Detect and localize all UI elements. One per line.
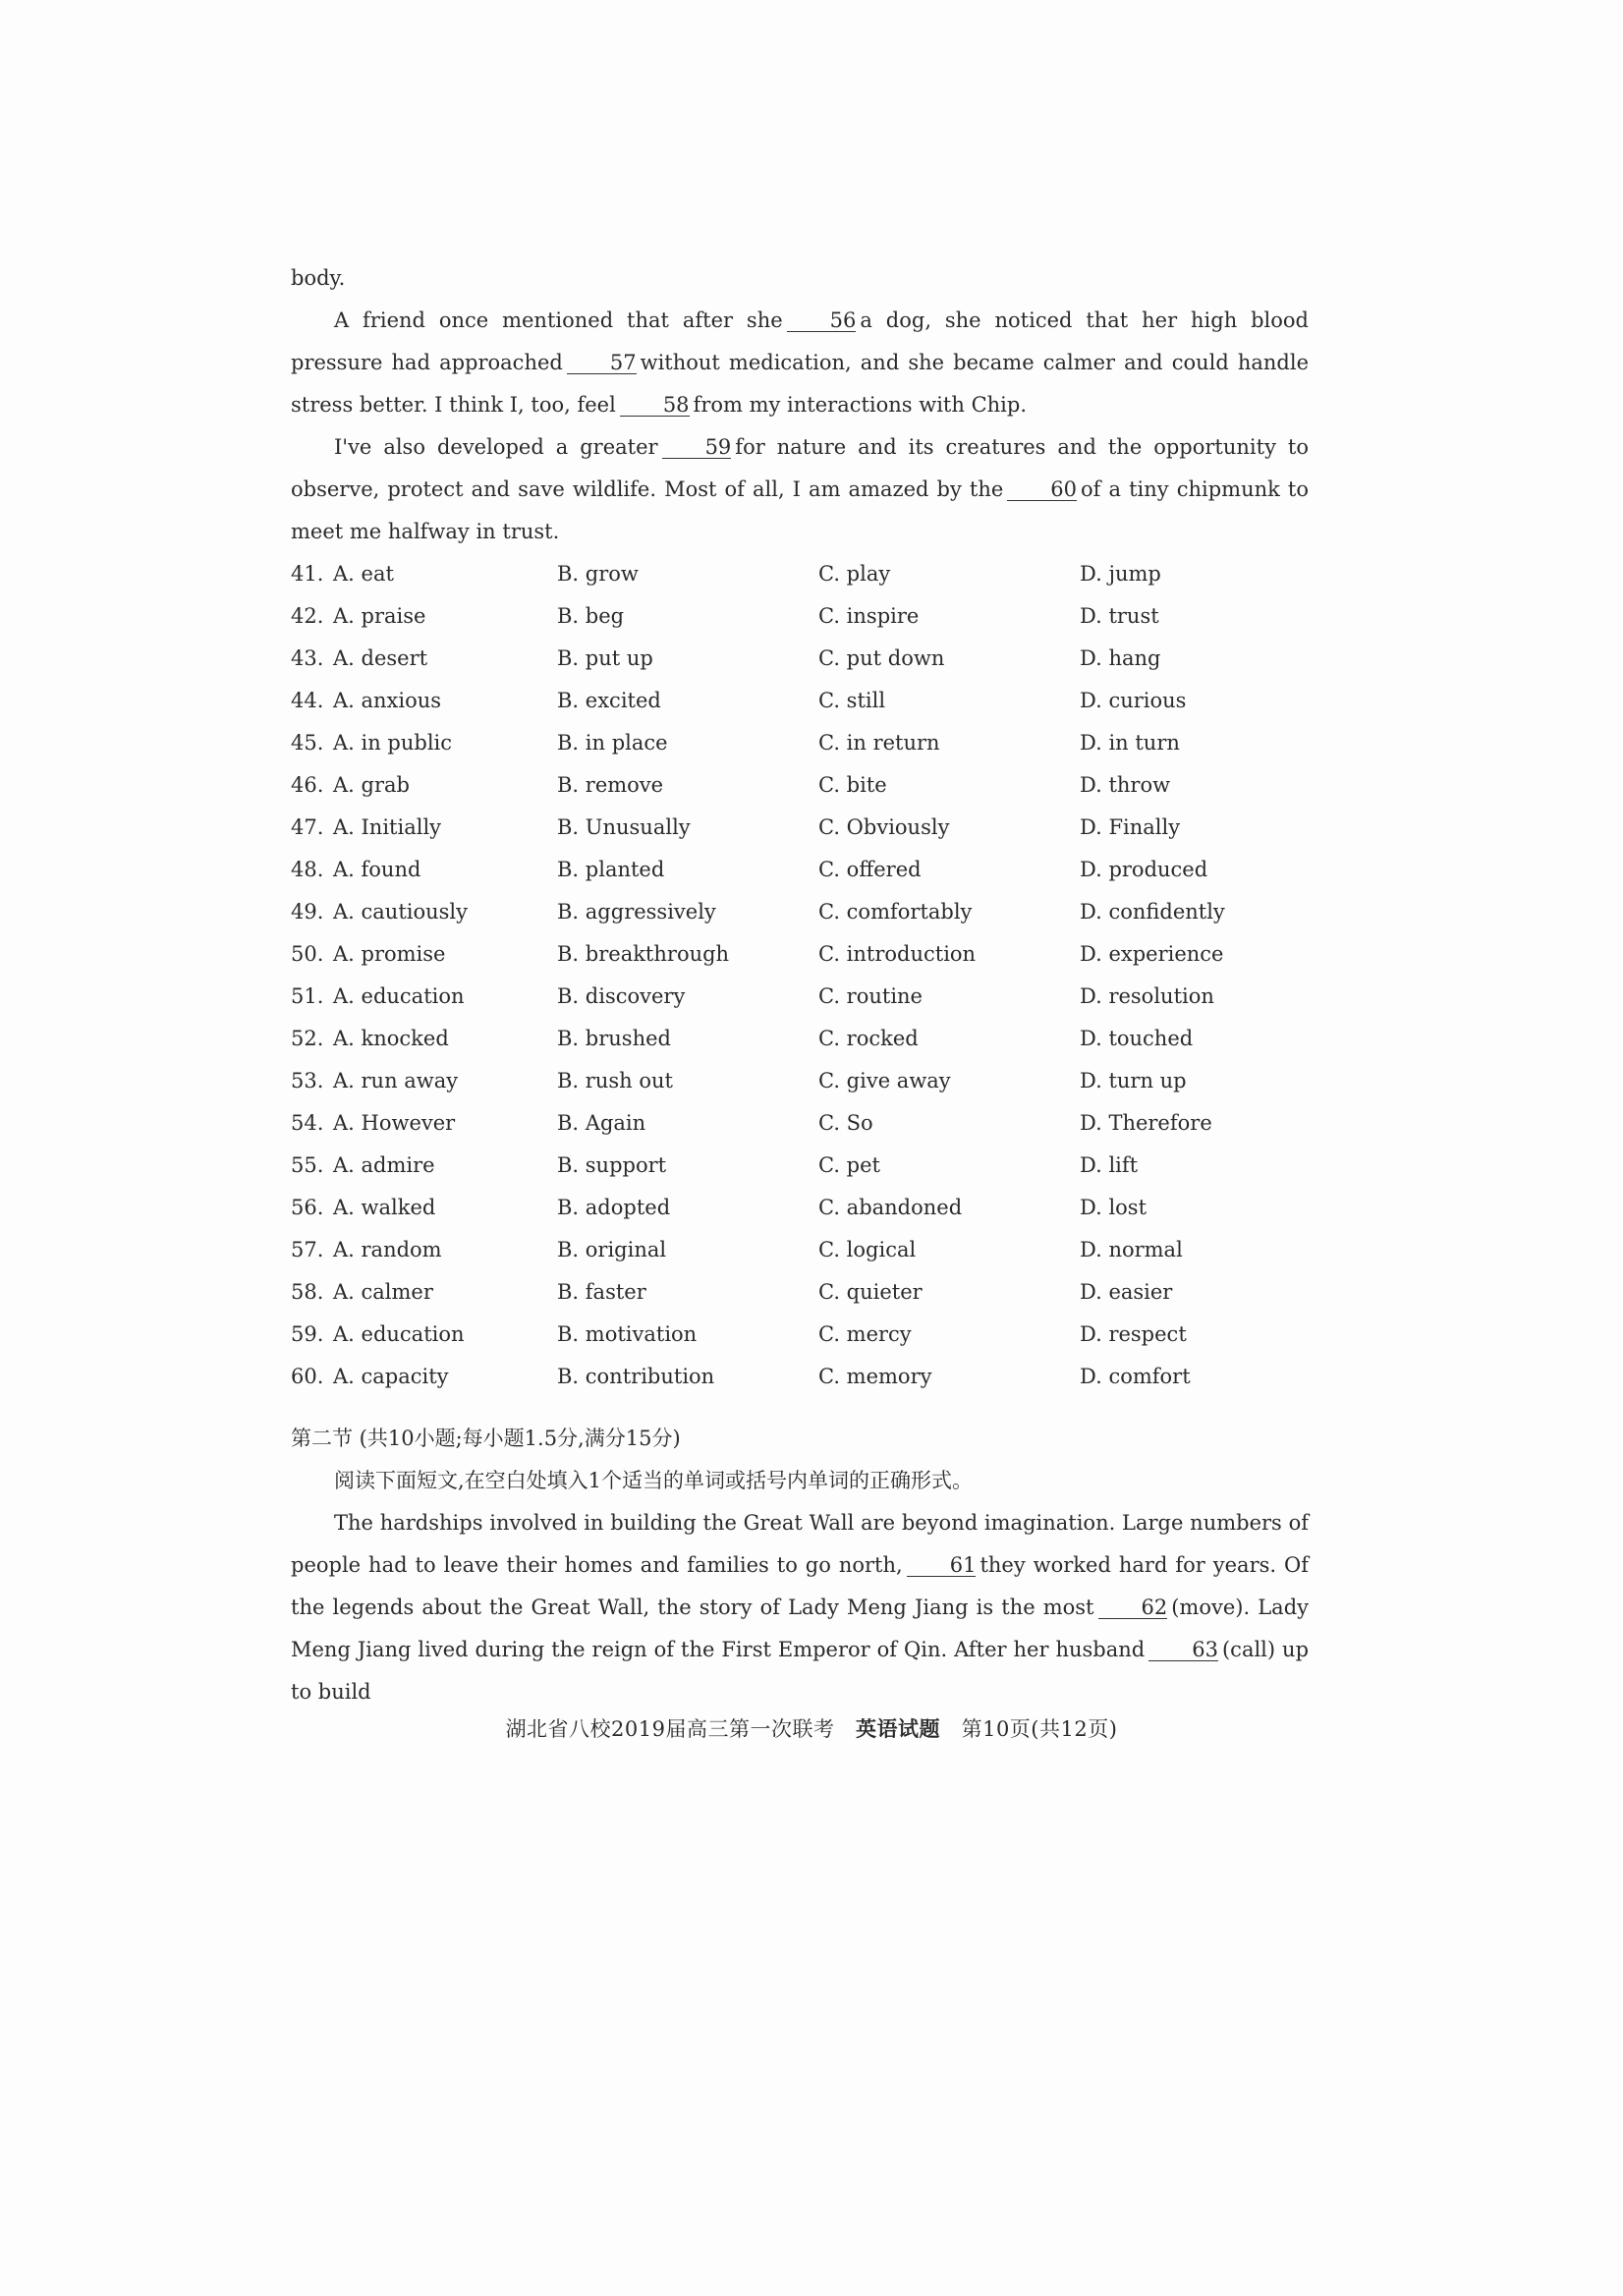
option-a: A. praise bbox=[333, 604, 426, 628]
option-a: A. education bbox=[333, 1322, 465, 1346]
option-a: A. found bbox=[333, 858, 421, 881]
option-c: C. quieter bbox=[818, 1280, 923, 1304]
option-row bbox=[291, 722, 1309, 764]
option-d: D. comfort bbox=[1080, 1365, 1191, 1388]
question-number: 44. bbox=[291, 689, 324, 712]
option-c: C. abandoned bbox=[818, 1196, 963, 1219]
page-content bbox=[291, 257, 1309, 1713]
option-c: C. inspire bbox=[818, 604, 920, 628]
blank-60: 60 bbox=[1007, 478, 1077, 501]
footer-subject: 英语试题 bbox=[856, 1716, 941, 1741]
option-a: A. capacity bbox=[333, 1365, 449, 1388]
blank-58: 58 bbox=[620, 394, 690, 417]
option-a: A. walked bbox=[333, 1196, 436, 1219]
question-number: 58. bbox=[291, 1280, 324, 1304]
option-b: B. adopted bbox=[557, 1196, 671, 1219]
option-c: C. introduction bbox=[818, 942, 977, 966]
option-b: B. breakthrough bbox=[557, 942, 730, 966]
options-list bbox=[291, 553, 1309, 1398]
option-c: C. logical bbox=[818, 1238, 917, 1261]
question-number: 59. bbox=[291, 1322, 324, 1346]
question-number: 52. bbox=[291, 1027, 324, 1050]
option-row bbox=[291, 976, 1309, 1018]
option-a: A. Initially bbox=[333, 815, 442, 839]
footer-page-number: 第10页(共12页) bbox=[961, 1717, 1118, 1741]
option-b: B. contribution bbox=[557, 1365, 715, 1388]
option-d: D. normal bbox=[1080, 1238, 1183, 1261]
option-d: D. lift bbox=[1080, 1153, 1139, 1177]
option-d: D. Finally bbox=[1080, 815, 1181, 839]
option-row bbox=[291, 891, 1309, 933]
option-row bbox=[291, 933, 1309, 976]
question-number: 60. bbox=[291, 1365, 324, 1388]
question-number: 51. bbox=[291, 984, 324, 1008]
option-b: B. Unusually bbox=[557, 815, 691, 839]
blank-63: 63 bbox=[1148, 1639, 1218, 1661]
question-number: 54. bbox=[291, 1111, 324, 1135]
question-number: 43. bbox=[291, 646, 324, 670]
option-d: D. hang bbox=[1080, 646, 1161, 670]
option-a: A. promise bbox=[333, 942, 446, 966]
question-number: 49. bbox=[291, 900, 324, 924]
option-d: D. easier bbox=[1080, 1280, 1173, 1304]
question-number: 53. bbox=[291, 1069, 324, 1092]
option-b: B. beg bbox=[557, 604, 625, 628]
option-row bbox=[291, 1187, 1309, 1229]
blank-59: 59 bbox=[662, 436, 732, 459]
option-d: D. resolution bbox=[1080, 984, 1214, 1008]
option-b: B. put up bbox=[557, 646, 653, 670]
option-b: B. in place bbox=[557, 731, 668, 755]
option-b: B. motivation bbox=[557, 1322, 698, 1346]
question-number: 57. bbox=[291, 1238, 324, 1261]
option-d: D. produced bbox=[1080, 858, 1208, 881]
option-b: B. planted bbox=[557, 858, 665, 881]
option-b: B. brushed bbox=[557, 1027, 671, 1050]
option-a: A. anxious bbox=[333, 689, 442, 712]
option-b: B. discovery bbox=[557, 984, 686, 1008]
option-b: B. rush out bbox=[557, 1069, 673, 1092]
blank-56: 56 bbox=[787, 309, 857, 332]
option-c: C. in return bbox=[818, 731, 940, 755]
option-row bbox=[291, 638, 1309, 680]
blank-62: 62 bbox=[1098, 1596, 1168, 1619]
option-d: D. in turn bbox=[1080, 731, 1180, 755]
option-c: C. offered bbox=[818, 858, 922, 881]
option-d: D. turn up bbox=[1080, 1069, 1187, 1092]
passage-line-body: body. bbox=[291, 266, 346, 290]
passage-paragraph-1: A friend once mentioned that after she 56 a dog, she noticed that her high blood pressure had approached 57 without medication, and she became calmer and could handle stress better. I think I, too, feel 58 from my interactions with Chip. bbox=[291, 308, 1310, 417]
option-a: A. knocked bbox=[333, 1027, 449, 1050]
section-2-paragraph: The hardships involved in building the Great Wall are beyond imagination. Large numbers of people had to leave their homes and families to go north, 61 they worked hard for years. Of the legends about the Great Wall, the story of Lady Meng Jiang is the most 62 (move). Lady Meng Jiang lived during the reign of the First Emperor of Qin. After her husband 63 (call) up to build bbox=[291, 1511, 1310, 1704]
option-b: B. faster bbox=[557, 1280, 646, 1304]
option-row bbox=[291, 1271, 1309, 1314]
option-a: A. grab bbox=[333, 773, 410, 797]
option-b: B. original bbox=[557, 1238, 667, 1261]
question-number: 46. bbox=[291, 773, 324, 797]
option-a: A. calmer bbox=[333, 1280, 433, 1304]
option-d: D. Therefore bbox=[1080, 1111, 1212, 1135]
option-a: A. eat bbox=[333, 562, 394, 586]
option-d: D. jump bbox=[1080, 562, 1161, 586]
question-number: 48. bbox=[291, 858, 324, 881]
option-row bbox=[291, 1060, 1309, 1102]
option-c: C. still bbox=[818, 689, 886, 712]
option-d: D. trust bbox=[1080, 604, 1159, 628]
option-a: A. However bbox=[333, 1111, 456, 1135]
option-row bbox=[291, 1102, 1309, 1145]
option-a: A. random bbox=[333, 1238, 442, 1261]
option-row bbox=[291, 1229, 1309, 1271]
option-row bbox=[291, 595, 1309, 638]
question-number: 45. bbox=[291, 731, 324, 755]
option-d: D. experience bbox=[1080, 942, 1224, 966]
passage-paragraph-2: I've also developed a greater 59 for nature and its creatures and the opportunity to observe, protect and save wildlife. Most of all, I am amazed by the 60 of a tiny chipmunk to meet me halfway in trust. bbox=[291, 435, 1309, 543]
section-2-title: 第二节 (共10小题;每小题1.5分,满分15分) bbox=[291, 1427, 681, 1450]
question-number: 56. bbox=[291, 1196, 324, 1219]
option-b: B. excited bbox=[557, 689, 661, 712]
option-c: C. mercy bbox=[818, 1322, 912, 1346]
question-number: 42. bbox=[291, 604, 324, 628]
option-c: C. memory bbox=[818, 1365, 932, 1388]
option-a: A. in public bbox=[333, 731, 453, 755]
option-c: C. play bbox=[818, 562, 891, 586]
option-d: D. confidently bbox=[1080, 900, 1225, 924]
option-c: C. comfortably bbox=[818, 900, 973, 924]
option-c: C. Obviously bbox=[818, 815, 950, 839]
option-d: D. touched bbox=[1080, 1027, 1194, 1050]
option-a: A. cautiously bbox=[333, 900, 469, 924]
option-row bbox=[291, 807, 1309, 849]
option-c: C. give away bbox=[818, 1069, 951, 1092]
question-number: 50. bbox=[291, 942, 324, 966]
option-row bbox=[291, 1314, 1309, 1356]
blank-61: 61 bbox=[907, 1554, 977, 1577]
page-footer bbox=[0, 1713, 1623, 1743]
option-row bbox=[291, 764, 1309, 807]
question-number: 47. bbox=[291, 815, 324, 839]
option-c: C. bite bbox=[818, 773, 887, 797]
option-b: B. aggressively bbox=[557, 900, 716, 924]
option-row bbox=[291, 1356, 1309, 1398]
option-d: D. respect bbox=[1080, 1322, 1187, 1346]
option-d: D. throw bbox=[1080, 773, 1171, 797]
option-row bbox=[291, 1018, 1309, 1060]
option-row bbox=[291, 1145, 1309, 1187]
option-a: A. education bbox=[333, 984, 465, 1008]
footer-exam-name: 湖北省八校2019届高三第一次联考 bbox=[505, 1717, 835, 1741]
option-b: B. remove bbox=[557, 773, 664, 797]
option-a: A. run away bbox=[333, 1069, 459, 1092]
option-c: C. put down bbox=[818, 646, 945, 670]
option-c: C. rocked bbox=[818, 1027, 919, 1050]
question-number: 41. bbox=[291, 562, 324, 586]
option-row bbox=[291, 553, 1309, 595]
question-number: 55. bbox=[291, 1153, 324, 1177]
blank-57: 57 bbox=[567, 352, 637, 374]
option-a: A. desert bbox=[333, 646, 428, 670]
option-b: B. support bbox=[557, 1153, 667, 1177]
section-2-instruction: 阅读下面短文,在空白处填入1个适当的单词或括号内单词的正确形式。 bbox=[334, 1469, 974, 1492]
option-row bbox=[291, 680, 1309, 722]
option-c: C. So bbox=[818, 1111, 873, 1135]
option-c: C. routine bbox=[818, 984, 923, 1008]
option-b: B. grow bbox=[557, 562, 639, 586]
option-c: C. pet bbox=[818, 1153, 880, 1177]
option-d: D. curious bbox=[1080, 689, 1187, 712]
option-row bbox=[291, 849, 1309, 891]
option-d: D. lost bbox=[1080, 1196, 1147, 1219]
option-b: B. Again bbox=[557, 1111, 646, 1135]
option-a: A. admire bbox=[333, 1153, 435, 1177]
